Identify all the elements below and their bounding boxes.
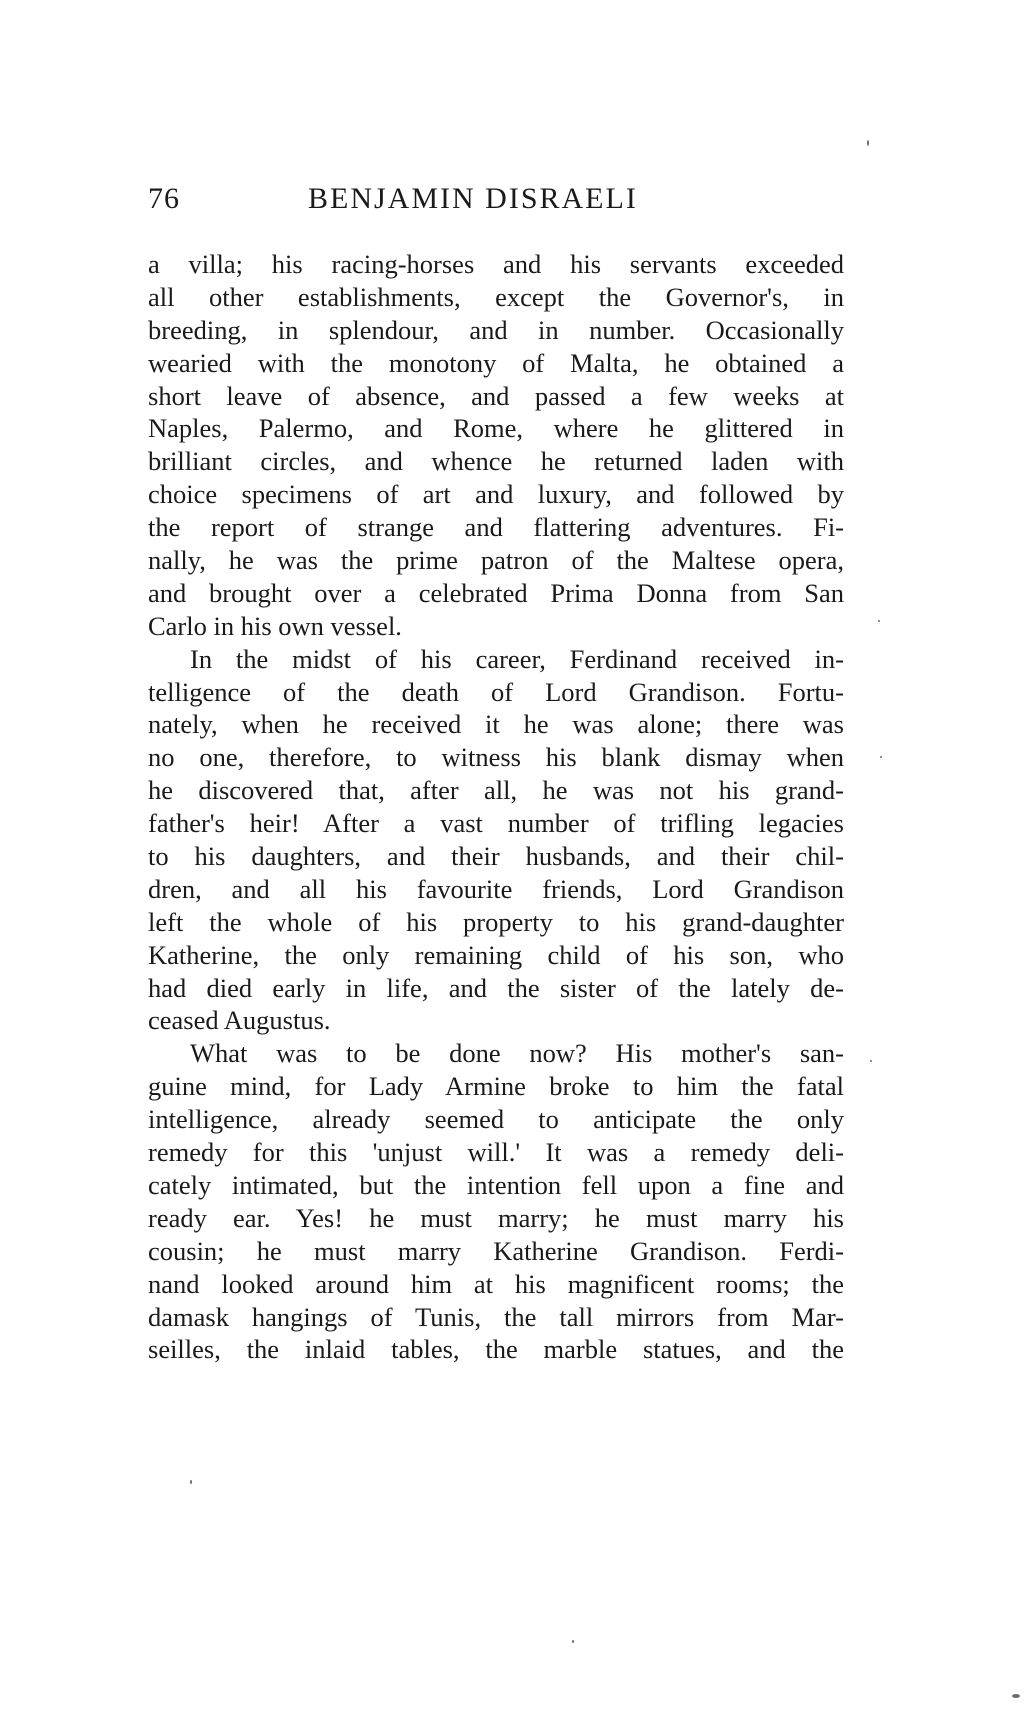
text-line: he discovered that, after all, he was not his grand-: [148, 775, 844, 806]
scan-speck: [867, 140, 869, 146]
scan-speck: [190, 1480, 192, 1484]
text-line: dren, and all his favourite friends, Lord Grandison: [148, 873, 844, 904]
text-line: guine mind, for Lady Armine broke to him the fatal: [148, 1071, 844, 1102]
text-line: seilles, the inlaid tables, the marble statues, and the: [148, 1334, 844, 1365]
scan-speck: [1012, 1694, 1020, 1698]
text-line: father's heir! After a vast number of trifling legacies: [148, 808, 844, 839]
text-line: left the whole of his property to his grand-daughter: [148, 906, 844, 937]
text-line: all other establishments, except the Governor's, in: [148, 281, 844, 312]
text-line: intelligence, already seemed to anticipate the only: [148, 1104, 844, 1135]
text-line: telligence of the death of Lord Grandison. Fortu-: [148, 676, 844, 707]
text-line: choice specimens of art and luxury, and followed by: [148, 479, 844, 510]
text-line: nally, he was the prime patron of the Maltese opera,: [148, 545, 844, 576]
text-line: damask hangings of Tunis, the tall mirrors from Mar-: [148, 1301, 844, 1332]
text-line: wearied with the monotony of Malta, he obtained a: [148, 347, 844, 378]
page-number: 76: [148, 182, 180, 215]
body-text: [148, 248, 844, 1366]
text-line: breeding, in splendour, and in number. Occasionally: [148, 314, 844, 345]
text-line: no one, therefore, to witness his blank dismay when: [148, 742, 844, 773]
text-line: had died early in life, and the sister of the lately de-: [148, 972, 844, 1003]
text-line: remedy for this 'unjust will.' It was a remedy deli-: [148, 1137, 844, 1168]
text-line: What was to be done now? His mother's san-: [190, 1038, 844, 1069]
text-line: brilliant circles, and whence he returned laden with: [148, 446, 844, 477]
text-line: Carlo in his own vessel.: [148, 610, 402, 641]
scan-speck: [880, 756, 882, 758]
scan-speck: [870, 1060, 872, 1062]
text-line: short leave of absence, and passed a few weeks at: [148, 380, 844, 411]
scan-speck: [572, 1640, 574, 1643]
text-line: In the midst of his career, Ferdinand received in-: [190, 643, 844, 674]
text-line: Naples, Palermo, and Rome, where he glittered in: [148, 413, 844, 444]
text-line: cately intimated, but the intention fell upon a fine and: [148, 1169, 844, 1200]
text-line: nand looked around him at his magnificent rooms; the: [148, 1268, 844, 1299]
text-line: ceased Augustus.: [148, 1005, 331, 1036]
text-line: to his daughters, and their husbands, and their chil-: [148, 841, 844, 872]
text-line: cousin; he must marry Katherine Grandison. Ferdi-: [148, 1235, 844, 1266]
running-title: BENJAMIN DISRAELI: [308, 182, 638, 215]
text-line: nately, when he received it he was alone; there was: [148, 709, 844, 740]
scan-speck: [878, 620, 880, 622]
text-line: a villa; his racing-horses and his servants exceeded: [148, 249, 844, 279]
text-line: the report of strange and flattering adventures. Fi-: [148, 512, 844, 543]
running-head: [148, 182, 848, 222]
text-line: ready ear. Yes! he must marry; he must marry his: [148, 1202, 844, 1233]
text-line: Katherine, the only remaining child of his son, who: [148, 939, 844, 970]
text-line: and brought over a celebrated Prima Donna from San: [148, 577, 844, 608]
